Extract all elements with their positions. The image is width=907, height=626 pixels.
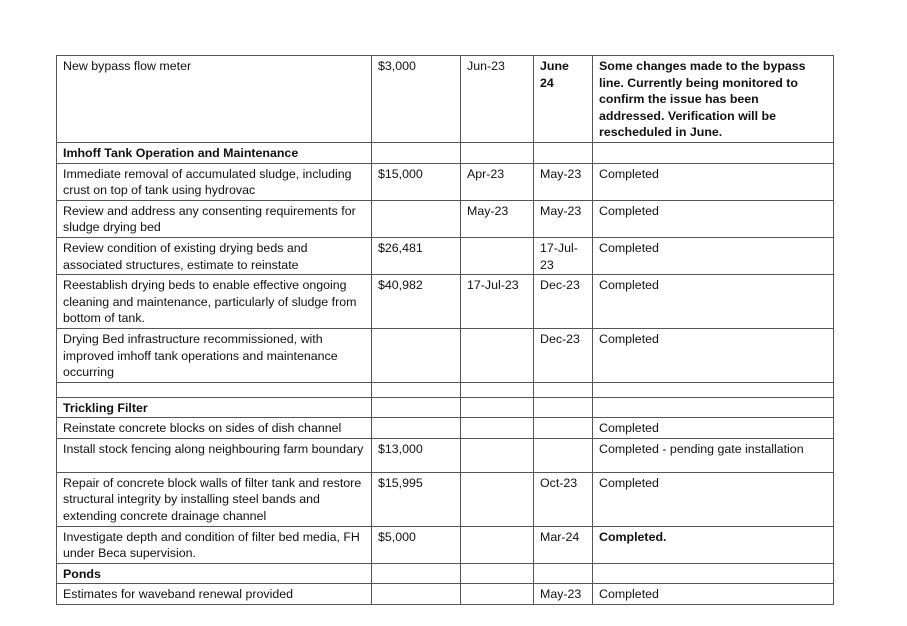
table-row: [57, 328, 834, 382]
due-date-cell: Oct-23: [534, 472, 593, 526]
section-heading-row: [57, 397, 834, 418]
empty-cell: [461, 563, 534, 584]
empty-cell: [534, 382, 593, 397]
table-row: [57, 275, 834, 329]
empty-cell: [534, 397, 593, 418]
item-cell: Review condition of existing drying beds and associated structures, estimate to reinstate: [57, 237, 372, 274]
cost-cell: [372, 418, 461, 439]
status-cell: Completed: [593, 275, 834, 329]
cost-cell: $26,481: [372, 237, 461, 274]
empty-cell: [593, 382, 834, 397]
start-date-cell: Apr-23: [461, 163, 534, 200]
table-row: [57, 438, 834, 472]
cost-cell: $3,000: [372, 56, 461, 143]
due-date-cell: [534, 438, 593, 472]
cost-cell: [372, 200, 461, 237]
empty-cell: [461, 382, 534, 397]
item-cell: Immediate removal of accumulated sludge, including crust on top of tank using hydrovac: [57, 163, 372, 200]
empty-row: [57, 382, 834, 397]
due-date-cell: 17-Jul-23: [534, 237, 593, 274]
cost-cell: [372, 584, 461, 605]
due-date-cell: May-23: [534, 163, 593, 200]
section-heading: Imhoff Tank Operation and Maintenance: [57, 142, 372, 163]
status-cell: Completed.: [593, 526, 834, 563]
status-cell: Completed: [593, 163, 834, 200]
due-date-cell: Mar-24: [534, 526, 593, 563]
item-cell: Estimates for waveband renewal provided: [57, 584, 372, 605]
start-date-cell: [461, 328, 534, 382]
start-date-cell: [461, 418, 534, 439]
status-cell: Completed: [593, 472, 834, 526]
empty-cell: [372, 382, 461, 397]
cost-cell: $5,000: [372, 526, 461, 563]
empty-cell: [372, 563, 461, 584]
due-date-cell: June 24: [534, 56, 593, 143]
due-date-cell: May-23: [534, 200, 593, 237]
due-date-cell: May-23: [534, 584, 593, 605]
table-row: [57, 418, 834, 439]
empty-cell: [372, 142, 461, 163]
cost-cell: $40,982: [372, 275, 461, 329]
section-heading-row: [57, 563, 834, 584]
item-cell: Drying Bed infrastructure recommissioned, with improved imhoff tank operations and maintenance occurring: [57, 328, 372, 382]
section-heading-row: [57, 142, 834, 163]
start-date-cell: [461, 584, 534, 605]
status-cell: Some changes made to the bypass line. Currently being monitored to confirm the issue has been addressed. Verification will be rescheduled in June.: [593, 56, 834, 143]
start-date-cell: Jun-23: [461, 56, 534, 143]
start-date-cell: 17-Jul-23: [461, 275, 534, 329]
status-cell: Completed: [593, 200, 834, 237]
cost-cell: $15,000: [372, 163, 461, 200]
section-heading: Trickling Filter: [57, 397, 372, 418]
due-date-cell: Dec-23: [534, 275, 593, 329]
item-cell: Review and address any consenting requirements for sludge drying bed: [57, 200, 372, 237]
cost-cell: $13,000: [372, 438, 461, 472]
item-cell: Reestablish drying beds to enable effective ongoing cleaning and maintenance, particularly of sludge from bottom of tank.: [57, 275, 372, 329]
table-row: [57, 237, 834, 274]
status-cell: Completed: [593, 418, 834, 439]
cost-cell: $15,995: [372, 472, 461, 526]
status-cell: Completed: [593, 237, 834, 274]
table-row: [57, 472, 834, 526]
start-date-cell: [461, 472, 534, 526]
empty-cell: [372, 397, 461, 418]
cost-cell: [372, 328, 461, 382]
start-date-cell: [461, 438, 534, 472]
start-date-cell: May-23: [461, 200, 534, 237]
table-row: [57, 526, 834, 563]
empty-cell: [593, 563, 834, 584]
empty-cell: [534, 563, 593, 584]
table-row: [57, 584, 834, 605]
status-cell: Completed - pending gate installation: [593, 438, 834, 472]
item-cell: Repair of concrete block walls of filter tank and restore structural integrity by installing steel bands and extending concrete drainage channel: [57, 472, 372, 526]
empty-cell: [461, 397, 534, 418]
item-cell: New bypass flow meter: [57, 56, 372, 143]
work-items-table: [56, 55, 834, 605]
start-date-cell: [461, 526, 534, 563]
empty-cell: [57, 382, 372, 397]
empty-cell: [461, 142, 534, 163]
table-row: [57, 56, 834, 143]
item-cell: Install stock fencing along neighbouring farm boundary: [57, 438, 372, 472]
due-date-cell: [534, 418, 593, 439]
section-heading: Ponds: [57, 563, 372, 584]
item-cell: Reinstate concrete blocks on sides of dish channel: [57, 418, 372, 439]
empty-cell: [593, 142, 834, 163]
table-row: [57, 200, 834, 237]
status-cell: Completed: [593, 328, 834, 382]
item-cell: Investigate depth and condition of filter bed media, FH under Beca supervision.: [57, 526, 372, 563]
empty-cell: [593, 397, 834, 418]
due-date-cell: Dec-23: [534, 328, 593, 382]
status-cell: Completed: [593, 584, 834, 605]
empty-cell: [534, 142, 593, 163]
table-row: [57, 163, 834, 200]
start-date-cell: [461, 237, 534, 274]
